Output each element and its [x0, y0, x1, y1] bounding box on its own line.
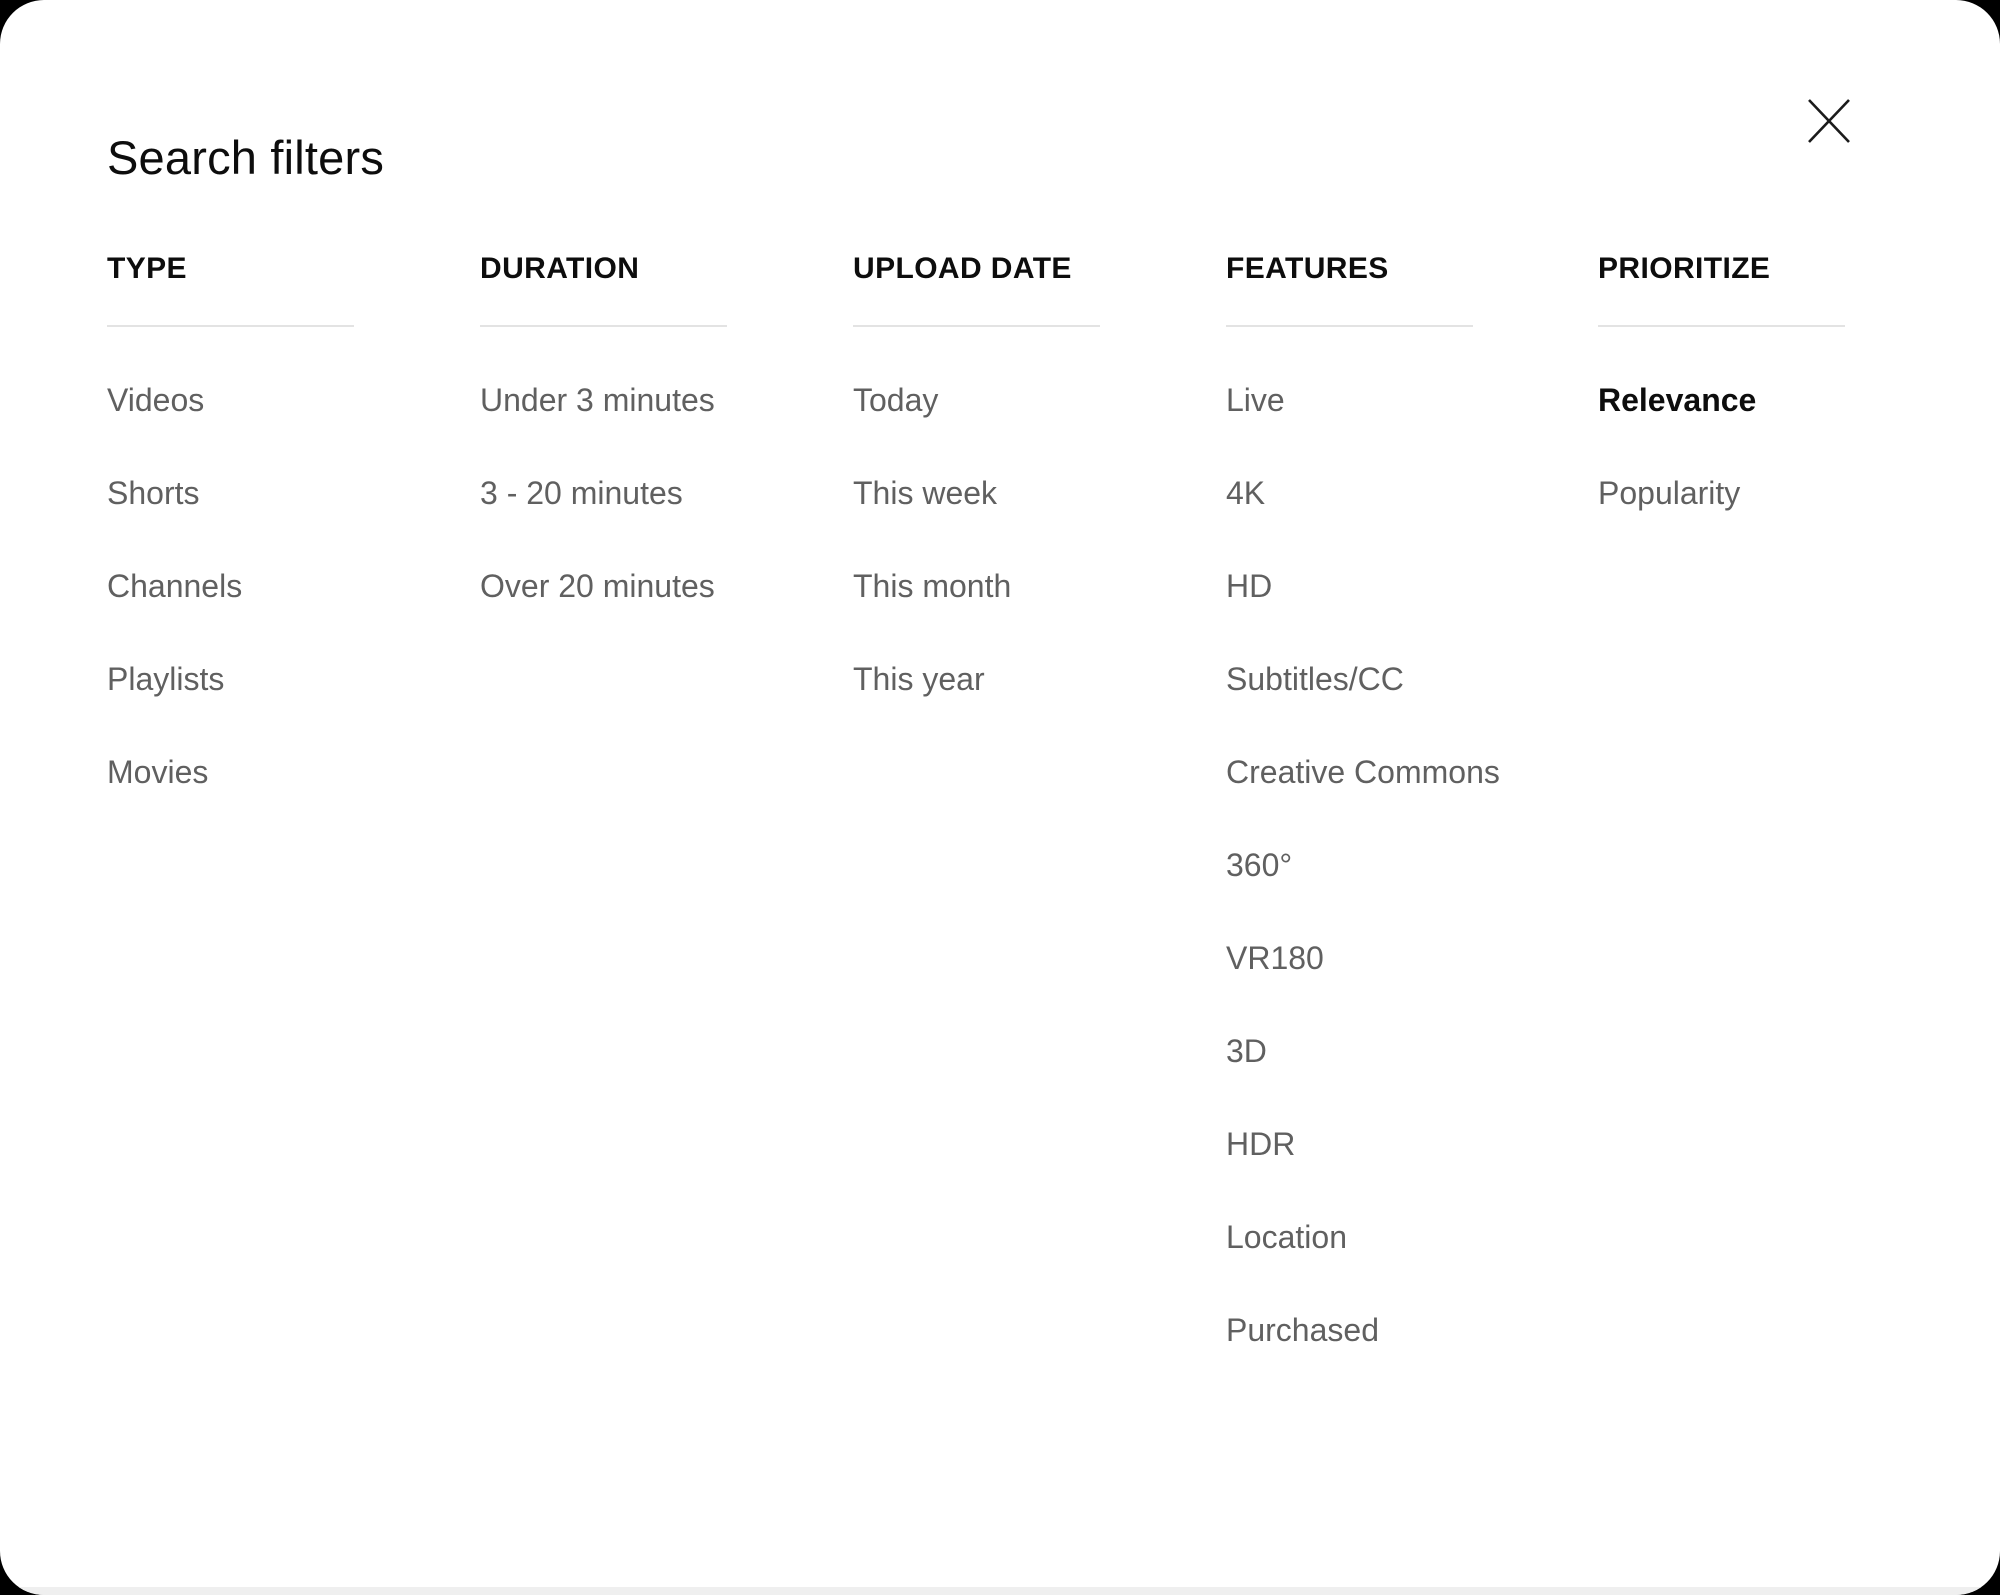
bottom-edge-strip: [0, 1587, 2000, 1595]
filter-option-purchased[interactable]: Purchased: [1226, 1312, 1379, 1348]
dialog-title: Search filters: [107, 131, 385, 185]
filter-option-hd[interactable]: HD: [1226, 568, 1273, 604]
filter-column-upload-date: [853, 252, 1226, 1407]
column-header-divider: [107, 325, 354, 327]
filter-column-duration: [480, 252, 853, 1407]
filter-option-location[interactable]: Location: [1226, 1219, 1347, 1255]
filter-option-4k[interactable]: 4K: [1226, 475, 1266, 511]
filter-option-relevance[interactable]: Relevance: [1598, 382, 1757, 418]
close-button[interactable]: [1800, 92, 1858, 150]
column-header: DURATION: [480, 252, 640, 285]
filter-option-this-month[interactable]: This month: [853, 568, 1012, 604]
filter-option-this-year[interactable]: This year: [853, 661, 985, 697]
column-header-divider: [853, 325, 1100, 327]
filter-option-movies[interactable]: Movies: [107, 754, 209, 790]
option-list: [853, 384, 1226, 696]
filter-option-popularity[interactable]: Popularity: [1598, 475, 1741, 511]
option-list: [107, 384, 480, 789]
filter-option-live[interactable]: Live: [1226, 382, 1285, 418]
filter-column-type: [107, 252, 480, 1407]
option-list: [480, 384, 853, 603]
filter-option-3-20-minutes[interactable]: 3 - 20 minutes: [480, 475, 683, 511]
filter-option-videos[interactable]: Videos: [107, 382, 205, 418]
column-header: UPLOAD DATE: [853, 252, 1072, 285]
column-header: TYPE: [107, 252, 187, 285]
column-header-divider: [1226, 325, 1473, 327]
filter-option-subtitles-cc[interactable]: Subtitles/CC: [1226, 661, 1404, 697]
filter-option-360-[interactable]: 360°: [1226, 847, 1293, 883]
filter-option-playlists[interactable]: Playlists: [107, 661, 225, 697]
filter-option-vr180[interactable]: VR180: [1226, 940, 1324, 976]
filter-option-this-week[interactable]: This week: [853, 475, 998, 511]
close-icon: [1806, 97, 1852, 145]
column-header: FEATURES: [1226, 252, 1389, 285]
filter-option-under-3-minutes[interactable]: Under 3 minutes: [480, 382, 715, 418]
filter-option-creative-commons[interactable]: Creative Commons: [1226, 754, 1500, 790]
filter-option-shorts[interactable]: Shorts: [107, 475, 200, 511]
filter-columns: [107, 252, 1845, 1407]
column-header: PRIORITIZE: [1598, 252, 1771, 285]
filter-option-today[interactable]: Today: [853, 382, 939, 418]
filter-column-prioritize: [1598, 252, 1845, 1407]
column-header-divider: [1598, 325, 1845, 327]
filter-column-features: [1226, 252, 1599, 1407]
filter-option-over-20-minutes[interactable]: Over 20 minutes: [480, 568, 715, 604]
filter-option-channels[interactable]: Channels: [107, 568, 243, 604]
filter-option-3d[interactable]: 3D: [1226, 1033, 1267, 1069]
option-list: [1598, 384, 1845, 510]
column-header-divider: [480, 325, 727, 327]
option-list: [1226, 384, 1599, 1347]
filter-option-hdr[interactable]: HDR: [1226, 1126, 1296, 1162]
